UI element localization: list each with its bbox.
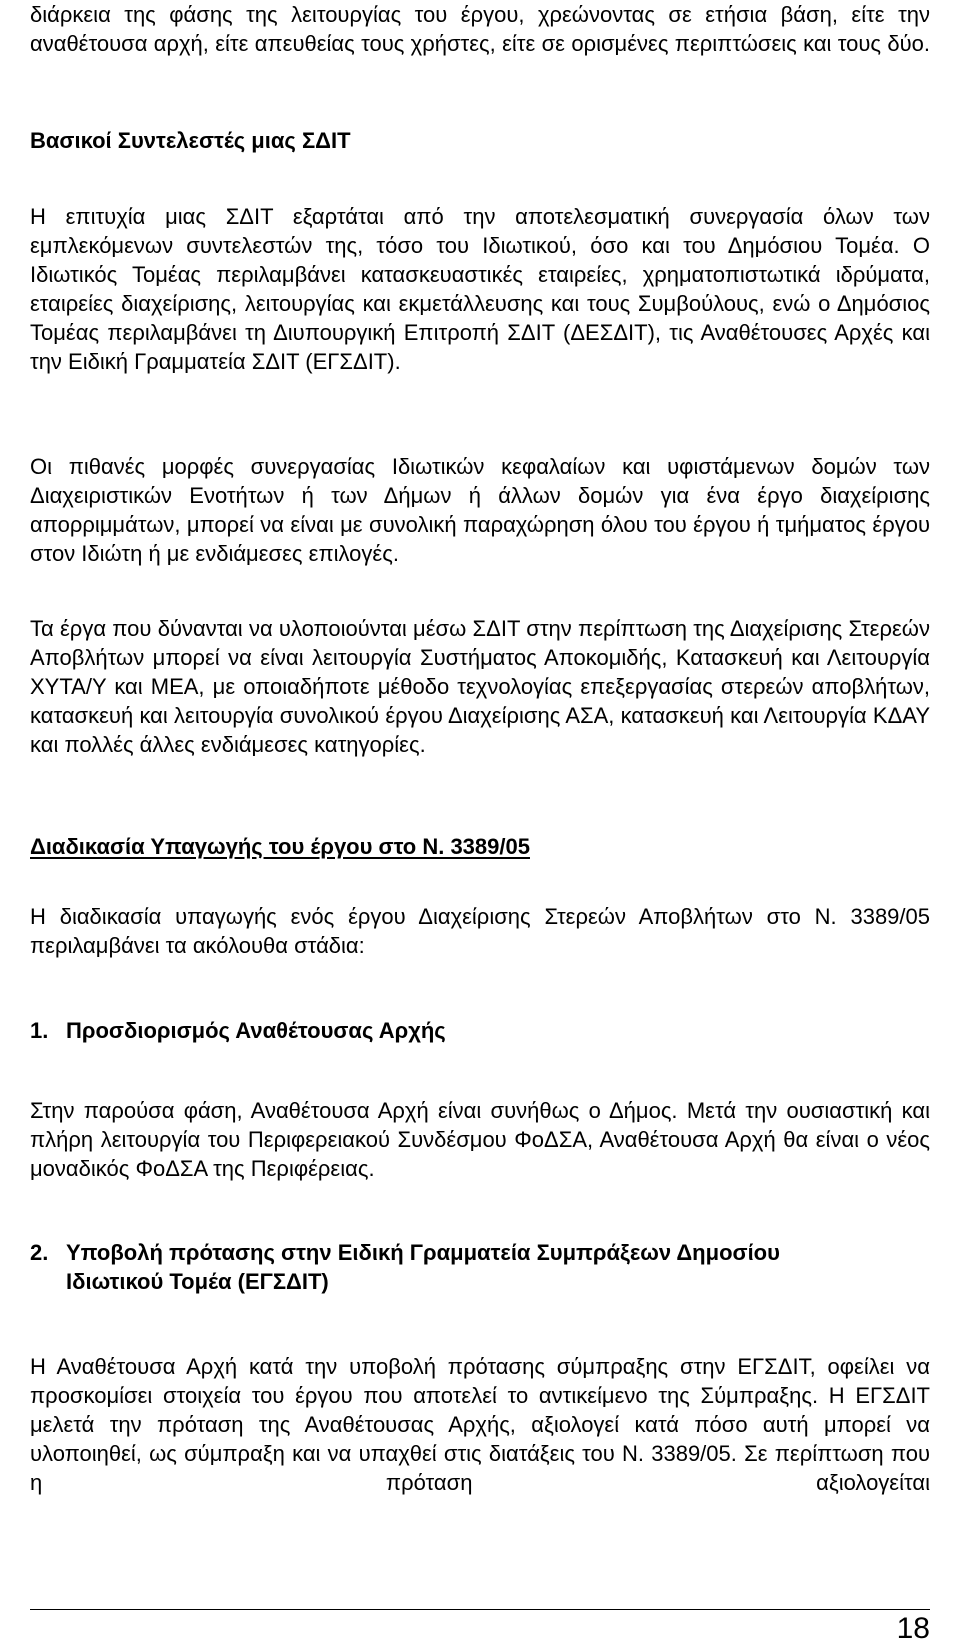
- ppp-projects-paragraph: Τα έργα που δύνανται να υλοποιούνται μέσω ΣΔΙΤ στην περίπτωση της Διαχείρισης Στερεών Αποβλήτων μπορεί να είναι λειτουργία Συστήματος Αποκομιδής, Κατασκευή και Λειτουργία ΧΥΤΑ/Υ και ΜΕΑ, με οποιαδήποτε μέθοδο τεχνολογίας επεξεργασίας στερεών αποβλήτων, κατασκευή και λειτουργία συνολικού έργου Διαχείρισης ΑΣΑ, κατασκευή και Λειτουργία ΚΔΑΥ και πολλές άλλες ενδιάμεσες κατηγορίες.: [30, 616, 930, 757]
- section-heading-procedure: Διαδικασία Υπαγωγής του έργου στο Ν. 3389/05: [30, 834, 530, 859]
- procedure-intro-paragraph: Η διαδικασία υπαγωγής ενός έργου Διαχείρισης Στερεών Αποβλήτων στο Ν. 3389/05 περιλαμβάνει τα ακόλουθα στάδια:: [30, 904, 930, 958]
- step-2-heading: [30, 1238, 930, 1296]
- key-players-paragraph: Η επιτυχία μιας ΣΔΙΤ εξαρτάται από την αποτελεσματική συνεργασία όλων των εμπλεκόμενων συντελεστών της, τόσο του Ιδιωτικού, όσο και του Δημόσιου Τομέα. Ο Ιδιωτικός Τομέας περιλαμβάνει κατασκευαστικές εταιρείες, χρηματοπιστωτικά ιδρύματα, εταιρείες διαχείρισης, λειτουργίας και εκμετάλλευσης και τους Συμβούλους, ενώ ο Δημόσιος Τομέας περιλαμβάνει τη Διυπουργική Επιτροπή ΣΔΙΤ (ΔΕΣΔΙΤ), τις Αναθέτουσες Αρχές και την Ειδική Γραμματεία ΣΔΙΤ (ΕΓΣΔΙΤ).: [30, 204, 930, 374]
- step-2-title-line-2: Ιδιωτικού Τομέα (ΕΓΣΔΙΤ): [66, 1269, 329, 1294]
- step-2-title-line-1: Υποβολή πρότασης στην Ειδική Γραμματεία Συμπράξεων Δημοσίου: [66, 1240, 780, 1265]
- step-1-title: Προσδιορισμός Αναθέτουσας Αρχής: [66, 1018, 446, 1043]
- cooperation-forms-paragraph: Οι πιθανές μορφές συνεργασίας Ιδιωτικών κεφαλαίων και υφιστάμενων δομών των Διαχειριστικών Ενοτήτων ή των Δήμων ή άλλων δομών για ένα έργο διαχείρισης απορριμμάτων, μπορεί να είναι με συνολική παραχώρηση όλου του έργου ή τμήματος έργου στον Ιδιώτη ή με ενδιάμεσες επιλογές.: [30, 454, 930, 566]
- step-2-number: 2.: [30, 1240, 49, 1265]
- step-1-number: 1.: [30, 1018, 49, 1043]
- step-1-paragraph: Στην παρούσα φάση, Αναθέτουσα Αρχή είναι συνήθως ο Δήμος. Μετά την ουσιαστική και πλήρη λειτουργία του Περιφερειακού Συνδέσμου ΦοΔΣΑ, Αναθέτουσα Αρχή θα είναι ο νέος μοναδικός ΦοΔΣΑ της Περιφέρειας.: [30, 1098, 930, 1181]
- intro-paragraph: διάρκεια της φάσης της λειτουργίας του έργου, χρεώνοντας σε ετήσια βάση, είτε την αναθέτουσα αρχή, είτε απευθείας τους χρήστες, είτε σε ορισμένες περιπτώσεις και τους δύο.: [30, 2, 930, 56]
- step-1-heading: [30, 1016, 930, 1045]
- section-heading-key-players: Βασικοί Συντελεστές μιας ΣΔΙΤ: [30, 128, 351, 153]
- footer-divider: [30, 1609, 930, 1610]
- step-2-paragraph: Η Αναθέτουσα Αρχή κατά την υποβολή πρότασης σύμπραξης στην ΕΓΣΔΙΤ, οφείλει να προσκομίσει στοιχεία του έργου που αποτελεί το αντικείμενο της Σύμπραξης. Η ΕΓΣΔΙΤ μελετά την πρόταση της Αναθέτουσας Αρχής, αξιολογεί κατά πόσο αυτή μπορεί να υλοποιηθεί, ως σύμπραξη και να υπαχθεί στις διατάξεις του Ν. 3389/05. Σε περίπτωση που η πρόταση αξιολογείται: [30, 1354, 930, 1495]
- page-number: 18: [896, 1612, 930, 1645]
